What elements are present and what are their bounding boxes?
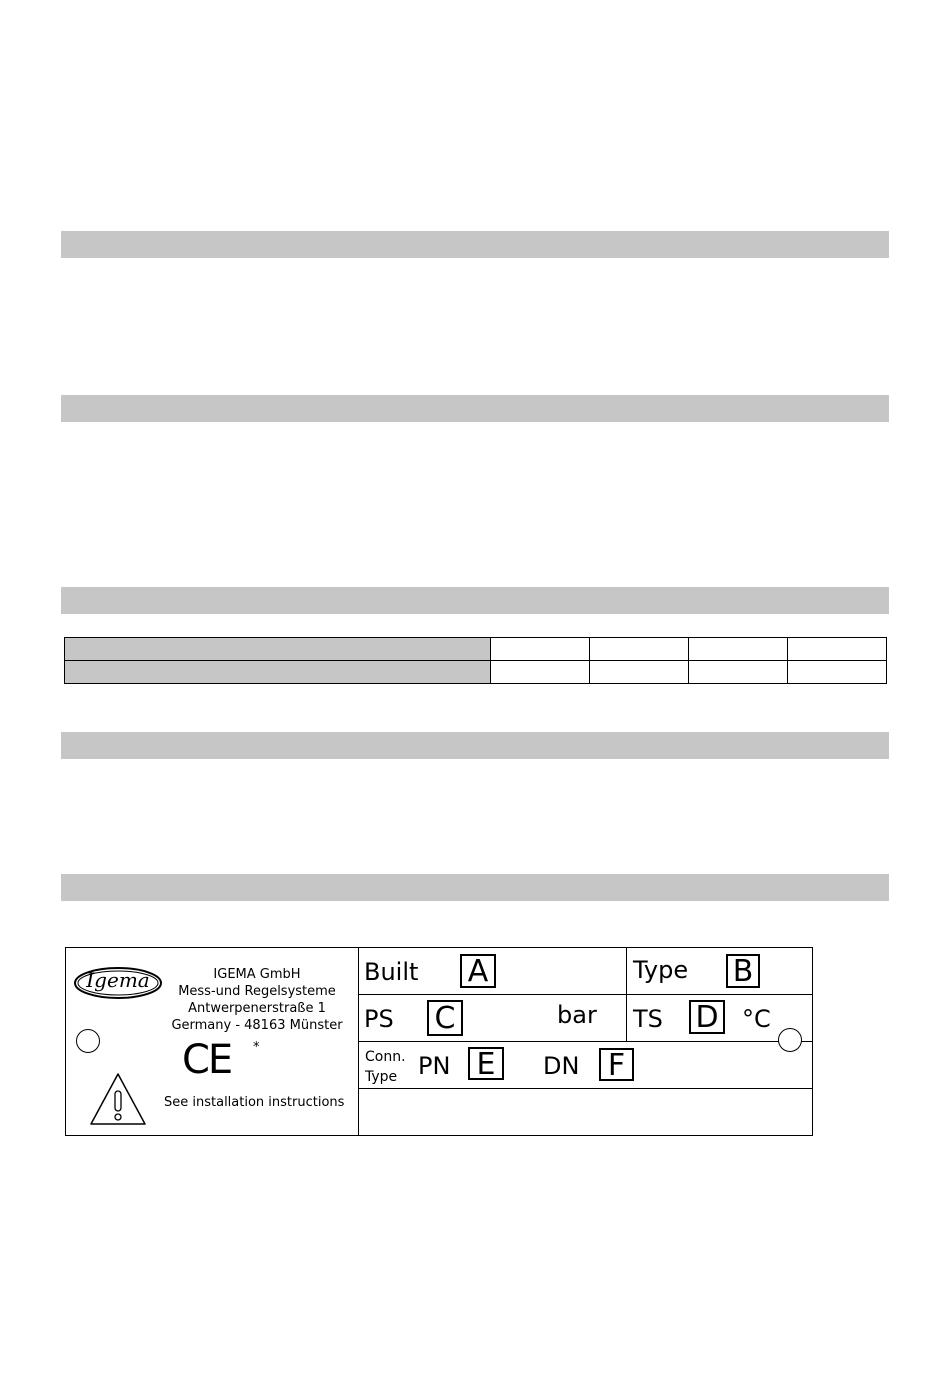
table-cell bbox=[689, 661, 788, 684]
conn-label: Conn. bbox=[365, 1049, 406, 1065]
ps-code-box: C bbox=[427, 1000, 463, 1036]
igema-logo bbox=[72, 963, 164, 1003]
table-cell bbox=[590, 661, 689, 684]
ps-unit: bar bbox=[557, 1001, 597, 1029]
nameplate-left-panel bbox=[66, 948, 359, 1135]
section-bar-3 bbox=[61, 587, 889, 614]
section-bar-1 bbox=[61, 231, 889, 258]
mounting-hole-left bbox=[76, 1029, 100, 1053]
table-cell bbox=[689, 638, 788, 661]
company-city: Germany - 48163 Münster bbox=[171, 1018, 343, 1033]
company-name: IGEMA GmbH bbox=[213, 967, 301, 982]
dn-code-box: F bbox=[599, 1048, 634, 1081]
section-bar-5 bbox=[61, 874, 889, 901]
mounting-hole-right bbox=[778, 1028, 802, 1052]
type-code-box: B bbox=[726, 954, 760, 988]
pn-label: PN bbox=[418, 1052, 451, 1080]
table-cell bbox=[788, 661, 887, 684]
warning-note: See installation instructions bbox=[164, 1095, 345, 1110]
logo-text: Igema bbox=[86, 968, 150, 992]
table-cell bbox=[590, 638, 689, 661]
table-cell bbox=[491, 638, 590, 661]
ce-asterisk: * bbox=[253, 1040, 260, 1055]
pn-code-box: E bbox=[468, 1047, 504, 1080]
built-code-box: A bbox=[460, 954, 496, 988]
nameplate bbox=[65, 947, 813, 1136]
built-label: Built bbox=[364, 958, 419, 986]
company-street: Antwerpenerstraße 1 bbox=[188, 1001, 326, 1016]
nameplate-fields bbox=[358, 948, 812, 1135]
type-label: Type bbox=[633, 956, 689, 984]
ts-label: TS bbox=[633, 1005, 663, 1033]
company-address bbox=[158, 966, 356, 1034]
section-bar-2 bbox=[61, 395, 889, 422]
table-cell bbox=[491, 661, 590, 684]
table-row-label bbox=[65, 661, 491, 684]
table-cell bbox=[788, 638, 887, 661]
table-row bbox=[65, 661, 887, 684]
dn-label: DN bbox=[543, 1052, 580, 1080]
ce-mark: CE bbox=[182, 1037, 232, 1083]
conn-type-label: Type bbox=[365, 1069, 398, 1085]
section-bar-4 bbox=[61, 732, 889, 759]
warning-triangle-icon bbox=[88, 1071, 148, 1127]
nameplate-col-divider bbox=[626, 948, 627, 1042]
ps-label: PS bbox=[364, 1005, 394, 1033]
ts-unit: °C bbox=[742, 1005, 771, 1033]
company-line2: Mess-und Regelsysteme bbox=[178, 984, 336, 999]
spec-table bbox=[64, 637, 887, 684]
table-row-label bbox=[65, 638, 491, 661]
ts-code-box: D bbox=[689, 1000, 725, 1034]
table-row bbox=[65, 638, 887, 661]
